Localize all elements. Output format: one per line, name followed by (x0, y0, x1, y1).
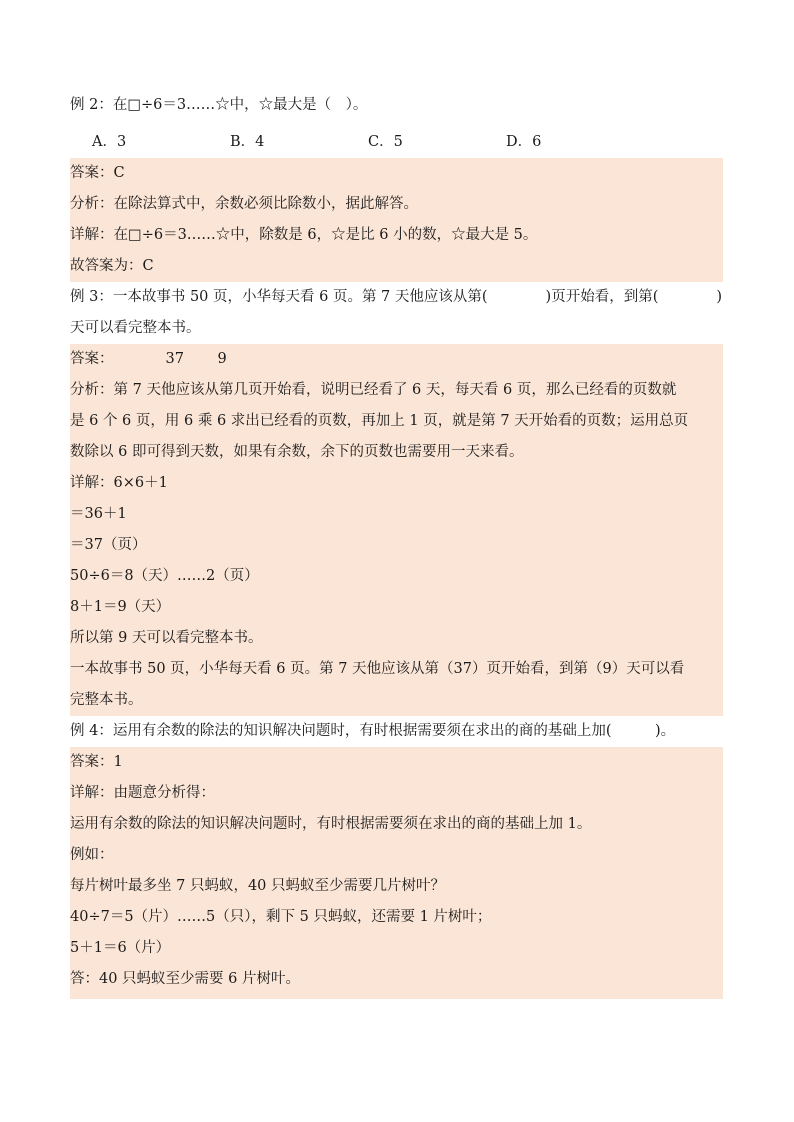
example-2-detail: 详解：在□÷6＝3……☆中，除数是 6，☆是比 6 小的数，☆最大是 5。 (70, 227, 538, 243)
example-4-detail-line: 每片树叶最多坐 7 只蚂蚁，40 只蚂蚁至少需要几片树叶？ (70, 878, 446, 894)
example-2-question: 例 2：在□÷6＝3……☆中，☆最大是（ ）。 (70, 97, 368, 113)
example-2-answer-block (70, 158, 723, 282)
example-3-detail-line: 完整本书。 (70, 692, 143, 708)
example-4-detail-line: 答：40 只蚂蚁至少需要 6 片树叶。 (70, 971, 301, 987)
option-c: C．5 (368, 134, 403, 150)
document-page (70, 90, 723, 999)
example-2-answer: 答案：C (70, 165, 125, 181)
example-3-detail-line: 8＋1＝9（天） (70, 599, 171, 615)
answer-value-2: 9 (217, 351, 227, 367)
example-3-detail-line: ＝36＋1 (70, 506, 127, 522)
example-3-question-line-1: 例 3：一本故事书 50 页，小华每天看 6 页。第 7 天他应该从第( )页开始看，到第( ) (70, 289, 723, 305)
example-4-detail-line: 例如： (70, 847, 114, 863)
example-4-detail-line: 详解：由题意分析得： (70, 785, 215, 801)
answer-label: 答案： (70, 351, 114, 367)
example-4-detail-line: 40÷7＝5（片）……5（只），剩下 5 只蚂蚁，还需要 1 片树叶； (70, 909, 492, 925)
example-3-detail-line: 50÷6＝8（天）……2（页） (70, 568, 259, 584)
example-3-analysis-line: 数除以 6 即可得到天数，如果有余数，余下的页数也需要用一天来看。 (70, 444, 524, 460)
example-4-answer-block (70, 747, 723, 999)
example-3-detail-line: 详解：6×6＋1 (70, 475, 168, 491)
example-3-detail-line: ＝37（页） (70, 537, 147, 553)
example-3-answer-block (70, 344, 723, 716)
example-2-conclusion: 故答案为：C (70, 258, 154, 274)
example-3-analysis-line: 是 6 个 6 页，用 6 乘 6 求出已经看的页数，再加上 1 页，就是第 7 天开始看的页数；运用总页 (70, 413, 689, 429)
option-d: D．6 (506, 134, 542, 150)
answer-value-1: 37 (165, 351, 184, 367)
option-b: B．4 (230, 134, 265, 150)
example-4-detail-line: 运用有余数的除法的知识解决问题时，有时根据需要须在求出的商的基础上加 1。 (70, 816, 592, 832)
example-2-options (70, 126, 723, 158)
example-2-analysis: 分析：在除法算式中，余数必须比除数小，据此解答。 (70, 196, 418, 212)
example-3-question-line-2: 天可以看完整本书。 (70, 320, 201, 336)
example-4-answer: 答案：1 (70, 754, 123, 770)
example-4-detail-line: 5＋1＝6（片） (70, 940, 171, 956)
example-3-answer (70, 344, 723, 375)
example-3-detail-line: 一本故事书 50 页，小华每天看 6 页。第 7 天他应该从第（37）页开始看，到第（9）天可以看 (70, 661, 685, 677)
example-3-detail-line: 所以第 9 天可以看完整本书。 (70, 630, 263, 646)
example-3-analysis-line: 分析：第 7 天他应该从第几页开始看，说明已经看了 6 天，每天看 6 页，那么已经看的页数就 (70, 382, 677, 398)
example-4-question: 例 4：运用有余数的除法的知识解决问题时，有时根据需要须在求出的商的基础上加( )。 (70, 723, 676, 739)
option-a: A．3 (92, 134, 127, 150)
